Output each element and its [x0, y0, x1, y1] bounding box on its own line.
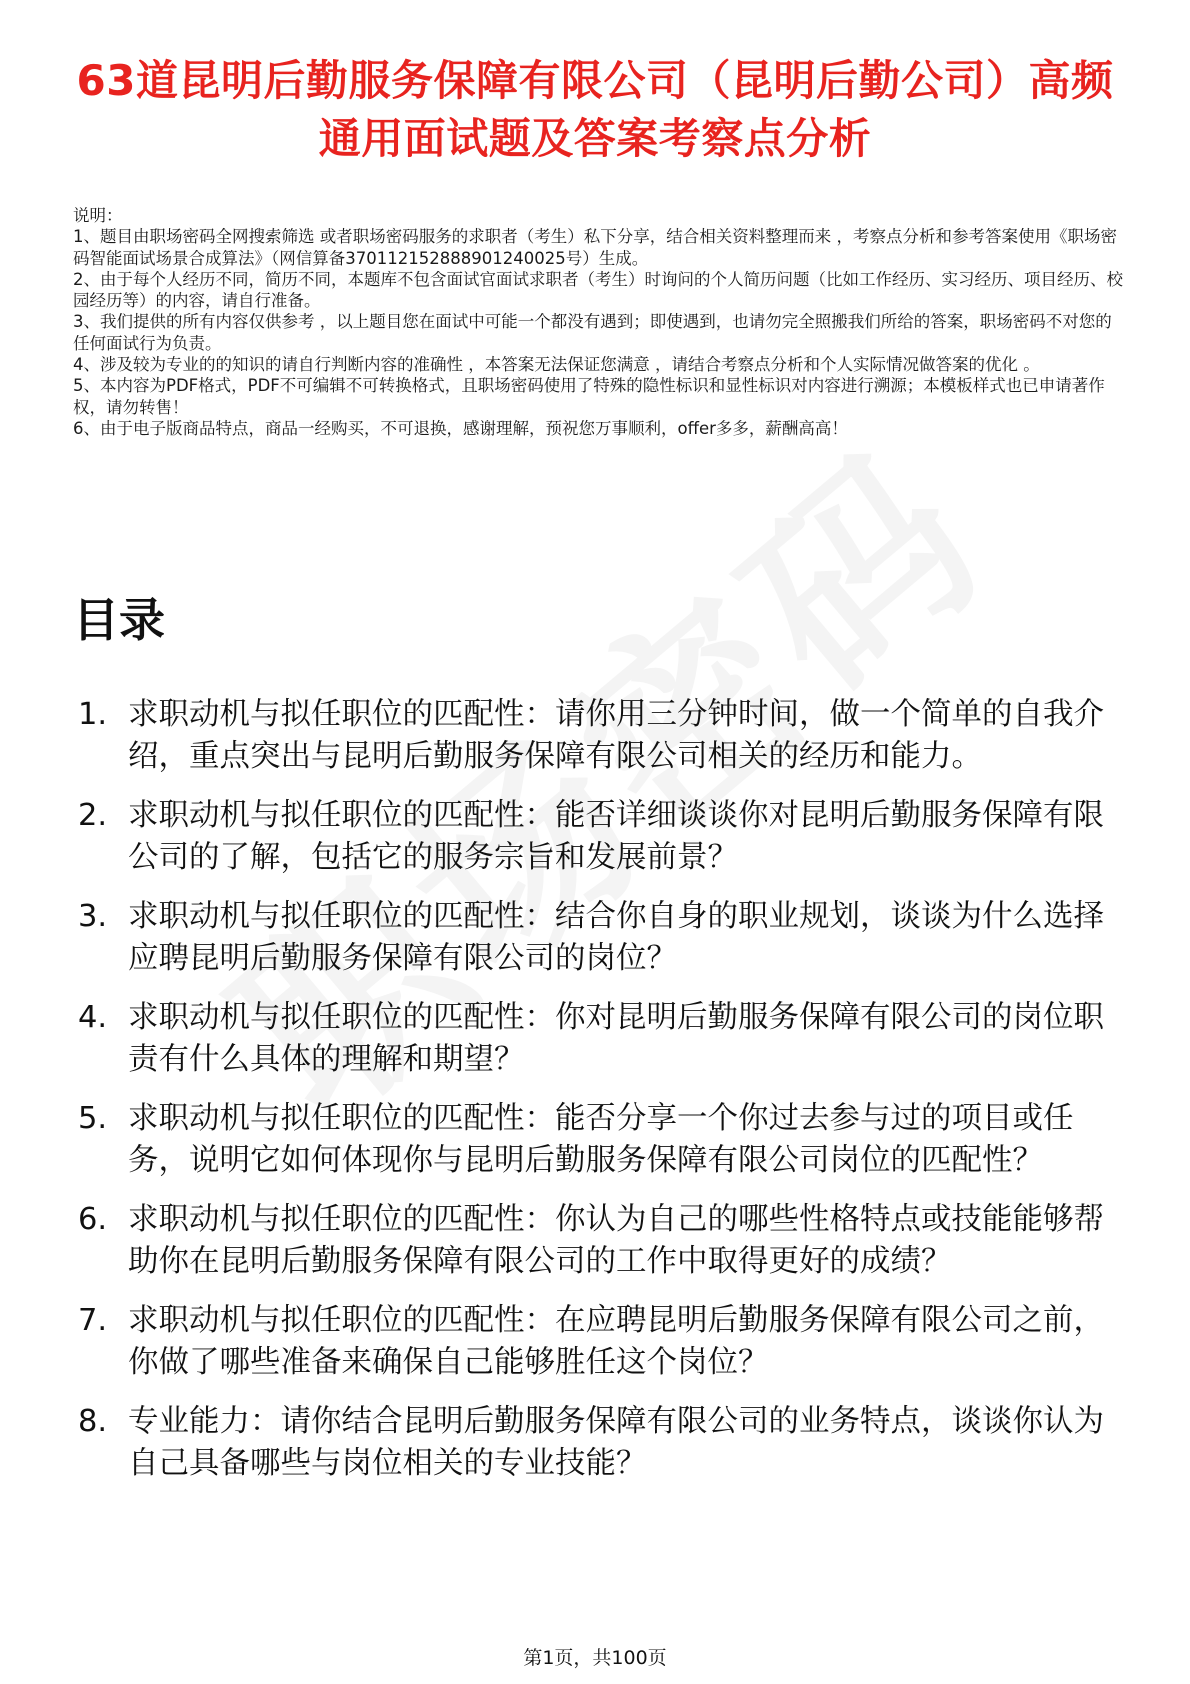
toc-item-text: 求职动机与拟任职位的匹配性：请你用三分钟时间，做一个简单的自我介绍，重点突出与昆明后勤服务保障有限公司相关的经历和能力。 — [128, 697, 1104, 774]
toc-item-text: 求职动机与拟任职位的匹配性：能否分享一个你过去参与过的项目或任务，说明它如何体现你与昆明后勤服务保障有限公司岗位的匹配性？ — [128, 1101, 1074, 1178]
toc-item-number: 1. — [78, 697, 108, 732]
toc-item-number: 8. — [78, 1404, 108, 1439]
toc-item[interactable] — [78, 1401, 1118, 1485]
table-of-contents — [78, 694, 1118, 1502]
toc-item-number: 3. — [78, 899, 108, 934]
toc-item-text: 求职动机与拟任职位的匹配性：你认为自己的哪些性格特点或技能能够帮助你在昆明后勤服务保障有限公司的工作中取得更好的成绩？ — [128, 1202, 1104, 1279]
page-footer: 第1页，共100页 — [523, 1647, 667, 1669]
toc-item[interactable] — [78, 1199, 1118, 1283]
toc-item-number: 4. — [78, 1000, 108, 1035]
toc-item[interactable] — [78, 997, 1118, 1081]
toc-item[interactable] — [78, 1300, 1118, 1384]
toc-item[interactable] — [78, 795, 1118, 879]
document-title: 63道昆明后勤服务保障有限公司（昆明后勤公司）高频通用面试题及答案考察点分析 — [76, 56, 1114, 163]
toc-item[interactable] — [78, 694, 1118, 778]
note-item: 3、我们提供的所有内容仅供参考 ，以上题目您在面试中可能一个都没有遇到；即使遇到，也请勿完全照搬我们所给的答案，职场密码不对您的任何面试行为负责。 — [73, 312, 1112, 353]
toc-item-number: 5. — [78, 1101, 108, 1136]
toc-item-number: 2. — [78, 798, 108, 833]
note-item: 1、题目由职场密码全网搜索筛选 或者职场密码服务的求职者（考生）私下分享，结合相关资料整理而来 ，考察点分析和参考答案使用《职场密码智能面试场景合成算法》（网信算备370112152888901240025号）生成。 — [73, 227, 1117, 268]
toc-item-text: 求职动机与拟任职位的匹配性：在应聘昆明后勤服务保障有限公司之前，你做了哪些准备来确保自己能够胜任这个岗位？ — [128, 1303, 1104, 1380]
note-item: 5、本内容为PDF格式，PDF不可编辑不可转换格式，且职场密码使用了特殊的隐性标识和显性标识对内容进行溯源；本模板样式也已申请著作权，请勿转售！ — [73, 376, 1105, 417]
notes-section — [73, 205, 1123, 439]
toc-item-text: 求职动机与拟任职位的匹配性：你对昆明后勤服务保障有限公司的岗位职责有什么具体的理解和期望？ — [128, 1000, 1104, 1077]
toc-item-text: 求职动机与拟任职位的匹配性：能否详细谈谈你对昆明后勤服务保障有限公司的了解，包括它的服务宗旨和发展前景？ — [128, 798, 1104, 875]
toc-item-number: 7. — [78, 1303, 108, 1338]
toc-item[interactable] — [78, 896, 1118, 980]
note-item: 6、由于电子版商品特点，商品一经购买，不可退换，感谢理解，预祝您万事顺利，offer多多，薪酬高高！ — [73, 418, 848, 438]
note-item: 4、涉及较为专业的的知识的请自行判断内容的准确性 ，本答案无法保证您满意 ，请结合考察点分析和个人实际情况做答案的优化 。 — [73, 355, 1040, 375]
toc-item-number: 6. — [78, 1202, 108, 1237]
toc-heading: 目录 — [73, 593, 165, 647]
toc-item-text: 求职动机与拟任职位的匹配性：结合你自身的职业规划，谈谈为什么选择应聘昆明后勤服务保障有限公司的岗位？ — [128, 899, 1104, 976]
toc-item[interactable] — [78, 1098, 1118, 1182]
notes-heading: 说明： — [73, 206, 123, 225]
toc-item-text: 专业能力：请你结合昆明后勤服务保障有限公司的业务特点，谈谈你认为自己具备哪些与岗位相关的专业技能？ — [128, 1404, 1104, 1481]
note-item: 2、由于每个人经历不同，简历不同，本题库不包含面试官面试求职者（考生）时询问的个人简历问题（比如工作经历、实习经历、项目经历、校园经历等）的内容，请自行准备。 — [73, 269, 1123, 311]
